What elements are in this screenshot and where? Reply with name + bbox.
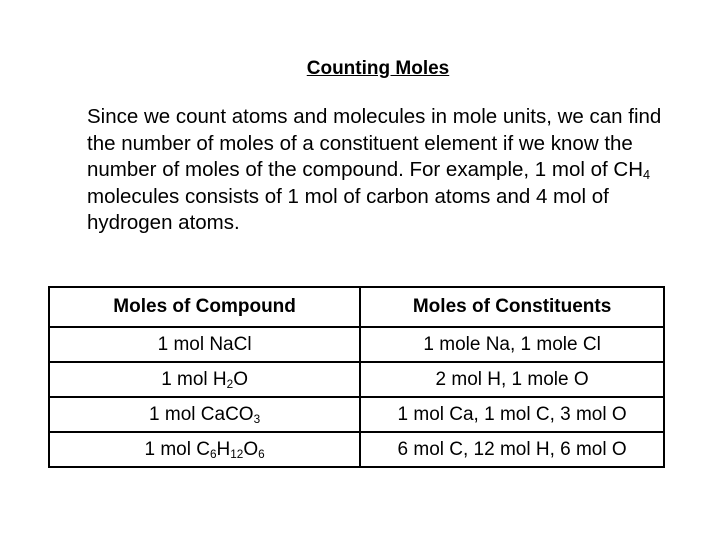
formula-text: 1 mol CaCO xyxy=(149,403,254,425)
intro-paragraph xyxy=(87,104,667,237)
formula-subscript: 3 xyxy=(253,412,261,426)
formula-text: 1 mol C xyxy=(144,438,210,460)
slide-title: Counting Moles xyxy=(306,58,450,79)
table-row xyxy=(49,327,664,362)
compound-cell xyxy=(49,362,360,397)
formula-text: 1 mol NaCl xyxy=(157,333,252,355)
compound-cell xyxy=(49,432,360,467)
intro-text-end: molecules consists of 1 mol of carbon atoms and 4 mol of hydrogen atoms. xyxy=(87,184,609,234)
formula-subscript: 12 xyxy=(230,447,244,461)
table-row xyxy=(49,397,664,432)
formula-text: O xyxy=(243,438,259,460)
table-row xyxy=(49,432,664,467)
table-header-row xyxy=(49,287,664,327)
formula-text: O xyxy=(233,368,248,390)
constituents-cell: 1 mole Na, 1 mole Cl xyxy=(360,327,664,362)
compound-cell xyxy=(49,327,360,362)
constituents-cell: 6 mol C, 12 mol H, 6 mol O xyxy=(360,432,664,467)
table-body xyxy=(49,327,664,467)
intro-text-start: Since we count atoms and molecules in mole units, we can find the number of moles of a constituent element if we know the number of moles of the compound. For example, 1 mol of CH xyxy=(87,105,662,181)
compound-cell xyxy=(49,397,360,432)
table-row xyxy=(49,362,664,397)
constituents-cell: 2 mol H, 1 mole O xyxy=(360,362,664,397)
header-moles-of-constituents: Moles of Constituents xyxy=(360,287,664,327)
header-moles-of-compound: Moles of Compound xyxy=(49,287,360,327)
formula-text: 1 mol H xyxy=(161,368,227,390)
moles-table xyxy=(48,286,665,468)
formula-subscript: 6 xyxy=(258,447,265,461)
constituents-cell: 1 mol Ca, 1 mol C, 3 mol O xyxy=(360,397,664,432)
formula-subscript: 2 xyxy=(226,377,234,391)
formula-subscript: 6 xyxy=(209,447,217,461)
formula-text: H xyxy=(216,438,231,460)
intro-formula-subscript: 4 xyxy=(643,167,651,183)
